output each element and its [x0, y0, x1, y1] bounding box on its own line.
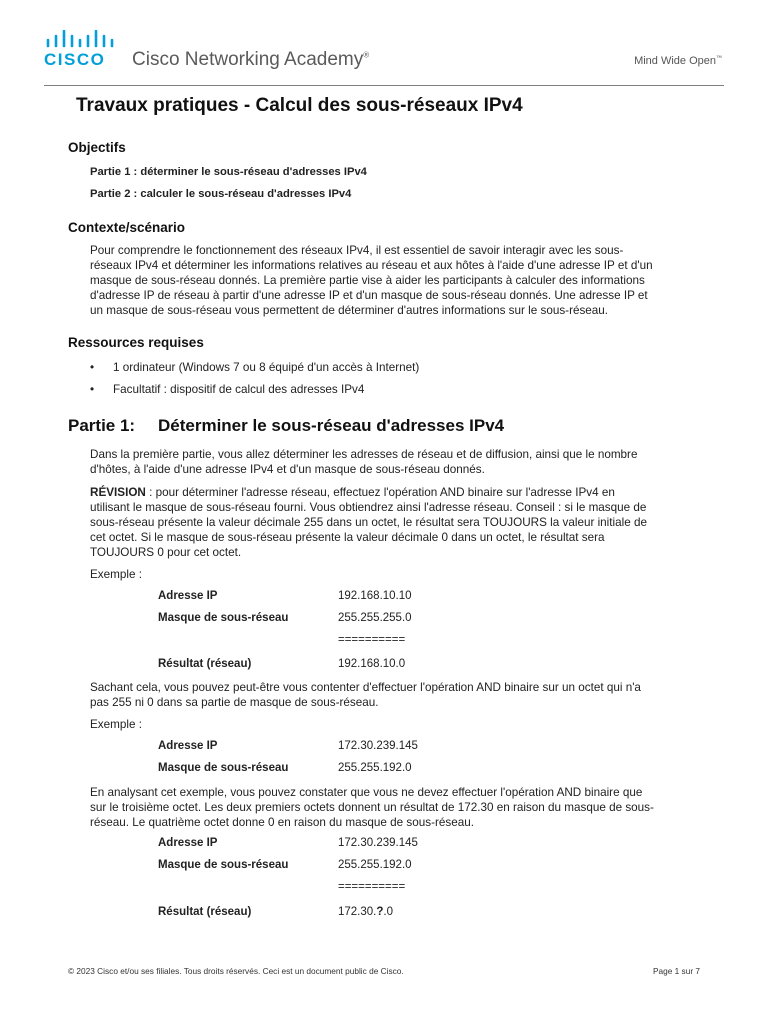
context-paragraph: [90, 243, 698, 318]
context-line: d'adresse IP de réseau à partir d'une adresse IP et d'un masque de sous-réseau donnés. Une adresse IP et: [90, 289, 648, 302]
between-paragraph: [90, 680, 698, 710]
tagline: Mind Wide Open™: [634, 55, 722, 67]
revision-paragraph: [90, 485, 698, 560]
resource-item: • Facultatif : dispositif de calcul des adresses IPv4: [90, 383, 365, 396]
part1-heading: Partie 1: Déterminer le sous-réseau d'adresses IPv4: [68, 416, 505, 435]
context-line: un masque de sous-réseau vous permettent de déterminer d'autres informations sur le sous-réseau.: [90, 304, 609, 317]
context-line: masque de sous-réseau donnés. La première partie vise à aider les participants à calculer des informations: [90, 274, 645, 287]
revision-line: TOUJOURS 0 pour cet octet.: [90, 546, 242, 559]
academy-name: Cisco Networking Academy®: [132, 49, 370, 70]
example-label: Exemple :: [90, 718, 142, 731]
cisco-bars-icon: [44, 30, 118, 50]
context-line: Pour comprendre le fonctionnement des réseaux IPv4, il est essentiel de savoir interagir avec les sous-: [90, 244, 624, 257]
analysis-line: sur le troisième octet. Les deux premiers octets donnent un résultat de 172.30 en raison du masque de sous-: [90, 801, 654, 814]
header-rule: [44, 85, 724, 86]
intro-line: d'hôtes, à l'aide d'une adresse IPv4 et d'un masque de sous-réseau donnés.: [90, 463, 485, 476]
document-title: Travaux pratiques - Calcul des sous-réseaux IPv4: [76, 95, 523, 116]
objective-item: Partie 1 : déterminer le sous-réseau d'adresses IPv4: [90, 166, 367, 178]
context-line: réseaux IPv4 et déterminer les informations relatives au réseau et aux hôtes à l'aide d'une adresse IP et d'un: [90, 259, 653, 272]
cisco-logo: [44, 30, 118, 70]
context-heading: Contexte/scénario: [68, 220, 186, 235]
between-line: pas 255 ni 0 dans sa partie de masque de sous-réseau.: [90, 696, 379, 709]
footer-copyright: © 2023 Cisco et/ou ses filiales. Tous droits réservés. Ceci est un document public de Cisco.: [68, 966, 404, 976]
footer-page-number: Page 1 sur 7: [652, 966, 700, 976]
objective-item: Partie 2 : calculer le sous-réseau d'adresses IPv4: [90, 188, 352, 200]
result-value: 172.30.?.0: [338, 906, 393, 918]
revision-line: sous-réseau présente la valeur décimale 255 dans un octet, le résultat sera TOUJOURS la valeur initiale de: [90, 516, 647, 529]
resources-heading: Ressources requises: [68, 335, 204, 350]
revision-line: cet octet. Si le masque de sous-réseau présente la valeur décimale 0 dans un octet, le résultat sera: [90, 531, 605, 544]
result-blank: ?: [376, 906, 384, 918]
analysis-line: En analysant cet exemple, vous pouvez constater que vous ne devez effectuer l'opération AND binaire que: [90, 786, 643, 799]
part1-intro: [90, 447, 698, 477]
objectives-heading: Objectifs: [68, 140, 126, 155]
cisco-wordmark: CISCO: [44, 50, 106, 69]
intro-line: Dans la première partie, vous allez déterminer les adresses de réseau et de diffusion, ainsi que le nombre: [90, 448, 638, 461]
resource-item: • 1 ordinateur (Windows 7 ou 8 équipé d'un accès à Internet): [90, 361, 420, 374]
analysis-paragraph: [90, 785, 698, 830]
bullet-icon: •: [90, 361, 95, 374]
example-label: Exemple :: [90, 568, 142, 581]
revision-line: utilisant le masque de sous-réseau fourni. Vous obtiendrez ainsi l'adresse réseau. Conseil : si le masque de: [90, 501, 647, 514]
page-header: [0, 0, 768, 86]
bullet-icon: •: [90, 383, 95, 396]
analysis-line: réseau. Le quatrième octet donne 0 en raison du masque de sous-réseau.: [90, 816, 474, 829]
between-line: Sachant cela, vous pouvez peut-être vous contenter d'effectuer l'opération AND binaire sur un octet qui n'a: [90, 681, 641, 694]
revision-line: RÉVISION : pour déterminer l'adresse réseau, effectuez l'opération AND binaire sur l'adresse IPv4 en: [90, 486, 615, 499]
